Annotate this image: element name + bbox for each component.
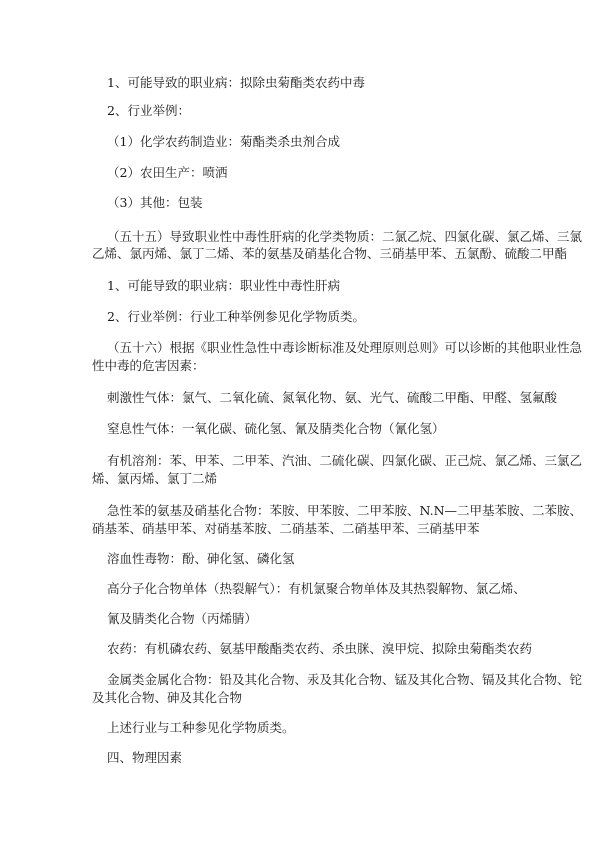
paragraph-line-11: 性中毒的危害因素： <box>92 358 205 373</box>
paragraph-line-13: 窒息性气体：一氧化碳、硫化氢、氰及腈类化合物（氰化氢） <box>107 421 445 436</box>
paragraph-line-16: 急性苯的氨基及硝基化合物：苯胺、甲苯胺、二甲苯胺、N.N—二甲基苯胺、二苯胺、 <box>107 503 583 518</box>
paragraph-line-14: 有机溶剂：苯、甲苯、二甲苯、汽油、二硫化碳、四氯化碳、正己烷、氯乙烯、三氯乙 <box>107 453 583 468</box>
paragraph-line-9: 2、行业举例：行业工种举例参见化学物质类。 <box>107 309 365 324</box>
paragraph-line-12: 刺激性气体：氯气、二氧化硫、氮氧化物、氨、光气、硫酸二甲酯、甲醛、氢氟酸 <box>107 390 558 405</box>
paragraph-line-21: 农药：有机磷农药、氨基甲酸酯类农药、杀虫脒、溴甲烷、拟除虫菊酯类农药 <box>107 641 533 656</box>
paragraph-line-15: 烯、氯丙烯、氯丁二烯 <box>92 471 218 486</box>
paragraph-line-8: 1、可能导致的职业病：职业性中毒性肝病 <box>107 278 340 293</box>
paragraph-line-6: （五十五）导致职业性中毒性肝病的化学类物质：二氯乙烷、四氯化碳、氯乙烯、三氯 <box>107 229 583 244</box>
paragraph-line-3: （1）化学农药制造业：菊酯类杀虫剂合成 <box>107 134 340 149</box>
section-heading: 四、物理因素 <box>107 750 183 765</box>
paragraph-line-19: 高分子化合物单体（热裂解气）：有机氯聚合物单体及其热裂解物、氯乙烯、 <box>107 581 526 596</box>
paragraph-line-5: （3）其他：包装 <box>107 195 203 210</box>
paragraph-line-2: 2、行业举例： <box>107 103 190 118</box>
paragraph-line-20: 氰及腈类化合物（丙烯腈） <box>107 611 258 626</box>
paragraph-line-17: 硝基苯、硝基甲苯、对硝基苯胺、二硝基苯、二硝基甲苯、三硝基甲苯 <box>92 521 480 536</box>
paragraph-line-4: （2）农田生产：喷洒 <box>107 165 228 180</box>
paragraph-line-24: 上述行业与工种参见化学物质类。 <box>107 720 295 735</box>
paragraph-line-23: 及其化合物、砷及其化合物 <box>92 690 243 705</box>
paragraph-line-10: （五十六）根据《职业性急性中毒诊断标准及处理原则总则》可以诊断的其他职业性急 <box>107 340 583 355</box>
paragraph-line-18: 溶血性毒物：酚、砷化氢、磷化氢 <box>107 551 295 566</box>
paragraph-line-22: 金属类金属化合物：铅及其化合物、汞及其化合物、锰及其化合物、镉及其化合物、铊 <box>107 672 583 687</box>
paragraph-line-1: 1、可能导致的职业病：拟除虫菊酯类农药中毒 <box>107 75 365 90</box>
paragraph-line-7: 乙烯、氯丙烯、氯丁二烯、苯的氨基及硝基化合物、三硝基甲苯、五氯酚、硫酸二甲酯 <box>92 246 568 261</box>
